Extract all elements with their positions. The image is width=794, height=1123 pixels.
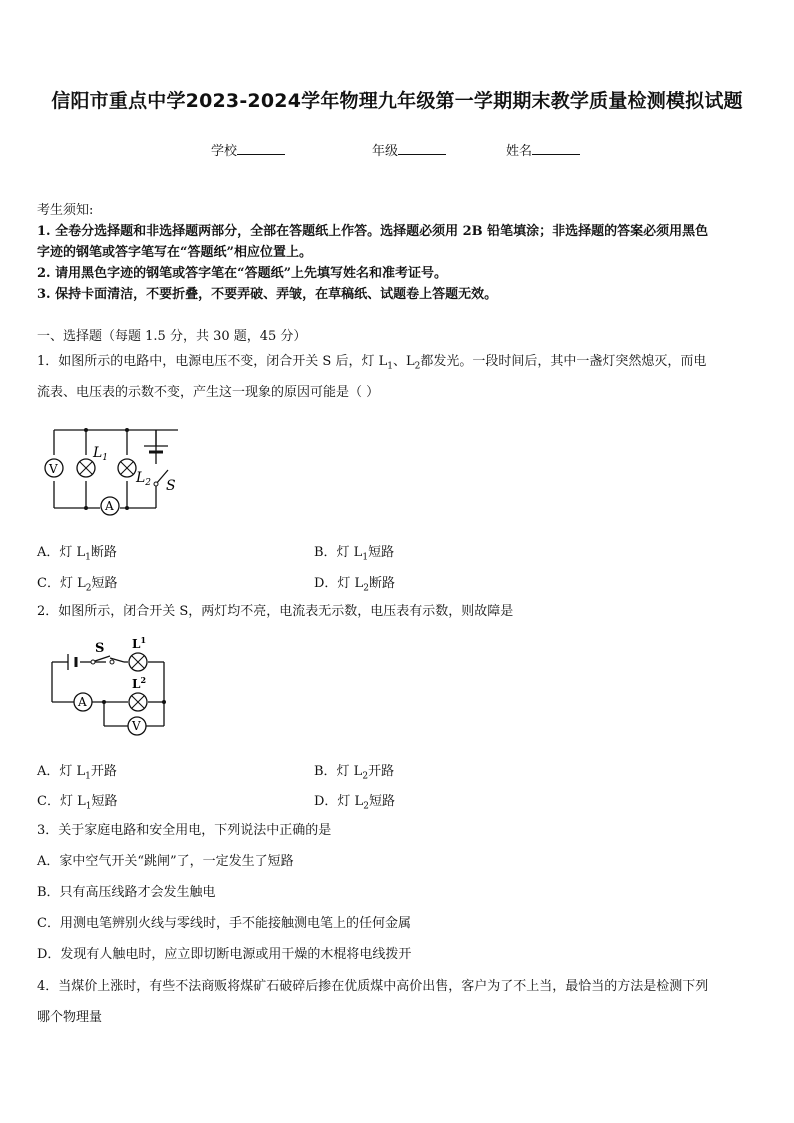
lamp-l2-icon: [129, 693, 147, 711]
grade-blank: [398, 142, 446, 155]
switch-label: S: [95, 641, 105, 656]
lamp-l1-label: $L^1$: [132, 636, 147, 651]
lamp-l1-icon: [129, 653, 147, 671]
notice-item-1-line-2: 字迹的钢笔或答字笔写在“答题纸”相应位置上。: [37, 245, 312, 260]
lamp-l1-label: $L_1$: [93, 445, 109, 463]
section-heading: 一、选择题（每题 1.5 分，共 30 题，45 分）: [37, 329, 307, 344]
q1-stem-line-2: 流表、电压表的示数不变，产生这一现象的原因可能是（ ）: [37, 385, 380, 400]
notice-heading: 考生须知:: [37, 203, 94, 218]
voltmeter-label: V: [49, 462, 58, 476]
q2-option-a[interactable]: A．灯 $L_1$开路: [37, 764, 117, 782]
page-title: 信阳市重点中学2023-2024学年物理九年级第一学期期末教学质量检测模拟试题: [51, 90, 743, 112]
q3-stem: 3．关于家庭电路和安全用电，下列说法中正确的是: [37, 823, 332, 838]
q1-circuit-diagram: [40, 420, 190, 520]
name-blank: [532, 142, 580, 155]
notice-item-1-line-1: 1. 全卷分选择题和非选择题两部分，全部在答题纸上作答。选择题必须用 2B 铅笔填涂；非选择题的答案必须用黑色: [37, 224, 709, 239]
q3-option-d[interactable]: D．发现有人触电时，应立即切断电源或用干燥的木棍将电线拨开: [37, 947, 412, 962]
notice-item-3: 3. 保持卡面清洁，不要折叠，不要弄破、弄皱，在草稿纸、试题卷上答题无效。: [37, 287, 498, 302]
lamp-l1-icon: [77, 459, 95, 477]
notice-item-2: 2. 请用黑色字迹的钢笔或答字笔在“答题纸”上先填写姓名和准考证号。: [37, 266, 448, 281]
q2-stem: 2．如图所示，闭合开关 S，两灯均不亮，电流表无示数，电压表有示数，则故障是: [37, 604, 514, 619]
lamp-l2-label: $L^2$: [132, 675, 147, 691]
name-label: 姓名: [506, 144, 533, 159]
school-field: [211, 140, 285, 159]
q1-option-b[interactable]: B．灯 $L_1$短路: [314, 545, 395, 563]
grade-field: [372, 140, 446, 159]
q2-option-d[interactable]: D．灯 $L_2$短路: [314, 794, 395, 812]
name-field: [506, 140, 580, 159]
voltmeter-label: V: [132, 719, 141, 733]
school-label: 学校: [211, 144, 238, 159]
q2-option-c[interactable]: C．灯 $L_1$短路: [37, 794, 118, 812]
q1-option-d[interactable]: D．灯 $L_2$断路: [314, 576, 395, 594]
battery-icon: [68, 654, 76, 670]
q2-option-b[interactable]: B．灯 $L_2$开路: [314, 764, 395, 782]
switch-icon: [91, 656, 114, 664]
grade-label: 年级: [372, 144, 399, 159]
lamp-l2-icon: [118, 459, 136, 477]
q3-option-c[interactable]: C．用测电笔辨别火线与零线时，手不能接触测电笔上的任何金属: [37, 916, 411, 931]
switch-icon: [154, 482, 158, 486]
q1-option-c[interactable]: C．灯 $L_2$短路: [37, 576, 118, 594]
switch-label: S: [166, 478, 176, 494]
q3-option-a[interactable]: A．家中空气开关“跳闸”了，一定发生了短路: [37, 854, 294, 869]
q2-circuit-diagram: [40, 636, 180, 740]
ammeter-label: A: [78, 695, 87, 709]
q4-stem-line-2: 哪个物理量: [37, 1010, 103, 1025]
q3-option-b[interactable]: B．只有高压线路才会发生触电: [37, 885, 216, 900]
q4-stem-line-1: 4．当煤价上涨时，有些不法商贩将煤矿石破碎后掺在优质煤中高价出售，客户为了不上当，最恰当的方法是检测下列: [37, 979, 709, 994]
lamp-l2-label: $L_2$: [136, 470, 152, 488]
school-blank: [237, 142, 285, 155]
ammeter-label: A: [105, 499, 114, 513]
q1-option-a[interactable]: A．灯 $L_1$断路: [37, 545, 117, 563]
q1-stem-line-1: 1．如图所示的电路中，电源电压不变，闭合开关 S 后，灯 $L_1$、$L_2$都发光。一段时间后，其中一盏灯突然熄灭，而电: [37, 354, 707, 372]
